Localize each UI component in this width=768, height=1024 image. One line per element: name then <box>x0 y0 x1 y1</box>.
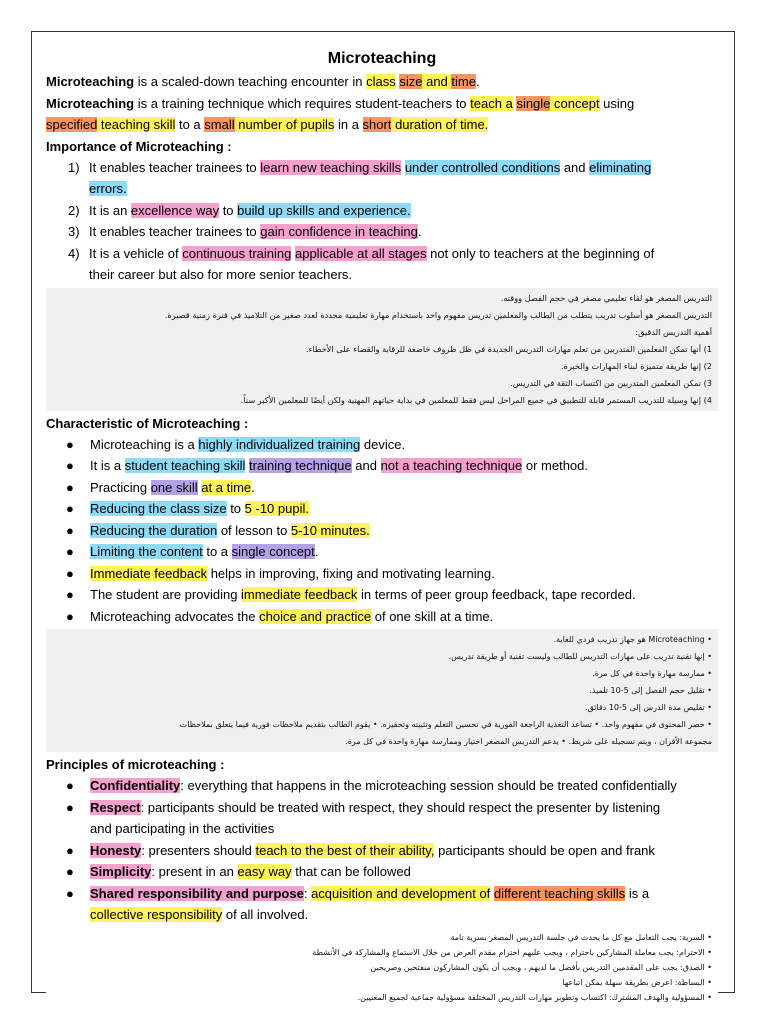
principles-heading: Principles of microteaching : <box>46 757 225 772</box>
text: in a <box>334 117 363 132</box>
highlight: specified <box>46 117 98 132</box>
highlight: errors. <box>89 181 127 196</box>
highlight: student teaching skill <box>124 458 246 473</box>
bullet-icon: ● <box>66 501 74 516</box>
text: . <box>475 74 480 89</box>
bullet-icon: ● <box>66 522 74 538</box>
text: Practicing <box>90 479 151 495</box>
list-item-continuation <box>46 178 718 200</box>
highlight: single concept <box>231 544 315 559</box>
item-number: 1) <box>68 159 80 175</box>
highlight: eliminating <box>589 159 652 175</box>
arabic-translation-3 <box>46 928 718 1007</box>
characteristic-list <box>46 434 718 628</box>
text: and <box>560 159 590 175</box>
highlight: acquisition and development of <box>311 885 491 901</box>
text: of lesson to <box>217 522 291 538</box>
bullet-icon: ● <box>66 458 74 473</box>
definition-2 <box>46 93 718 115</box>
definition-2-cont <box>46 114 718 136</box>
importance-list <box>46 157 718 286</box>
arabic-line: • السرية: يجب التعامل مع كل ما يحدث في جلسة التدريس المصغر بسرية تامة <box>450 932 712 942</box>
list-item <box>46 840 718 862</box>
page-title: Microteaching <box>327 50 437 67</box>
arabic-line: • المسؤولية والهدف المشترك: اكتساب وتطوير مهارات التدريس المختلفة مسؤولية جماعية لجميع المعنيين. <box>357 992 712 1002</box>
highlight: 5-10 minutes. <box>290 522 370 538</box>
highlight: Shared responsibility and purpose <box>90 885 304 901</box>
highlight: duration of time. <box>391 117 489 132</box>
arabic-line: • Microteaching هو جهاز تدريب فردي للغاية. <box>553 635 712 644</box>
list-item <box>46 434 718 456</box>
highlight: size <box>399 74 423 89</box>
highlight: concept <box>550 95 600 111</box>
arabic-line: 4) إنها وسيلة للتدريب المستمر قابلة للتطبيق في جميع المراحل ليس فقط للمعلمين في بداية حياتهم المهنية ولكن أيضًا للمعلمين الأكبر سناً. <box>240 394 712 405</box>
text: : present in an <box>151 864 238 879</box>
item-number: 3) <box>68 224 80 239</box>
highlight: at a time <box>201 479 252 495</box>
text: . <box>314 544 319 559</box>
text: not only to teachers at the beginning of <box>426 245 655 261</box>
text: . <box>251 479 255 495</box>
list-item <box>46 243 718 265</box>
highlight: choice and practice <box>259 608 372 624</box>
text: of one skill at a time. <box>371 608 494 624</box>
list-item <box>46 157 718 179</box>
highlight: gain confidence in teaching <box>260 224 418 239</box>
highlight: number of pupils <box>234 117 335 132</box>
text: is a scaled-down teaching encounter in <box>134 74 367 89</box>
highlight: immediate feedback <box>241 587 358 602</box>
definition-1 <box>46 71 718 93</box>
text: using <box>599 95 635 111</box>
list-item-continuation <box>46 904 718 926</box>
highlight: applicable at all stages <box>294 245 427 261</box>
arabic-line: 2) إنها طريقة متميزة لبناء المهارات والخبرة. <box>561 360 712 371</box>
text: : participants should be treated with respect, they should respect the presenter by listening <box>140 799 661 815</box>
bullet-icon: ● <box>66 799 74 815</box>
term-microteaching: Microteaching <box>46 95 135 111</box>
highlight: build up skills and experience. <box>237 202 411 218</box>
bullet-icon: ● <box>66 778 74 793</box>
highlight: collective responsibility <box>90 907 223 922</box>
list-item <box>46 883 718 905</box>
text: It is a vehicle of <box>89 245 183 261</box>
text: . <box>417 224 422 239</box>
list-item <box>46 455 718 477</box>
text: and <box>351 458 381 473</box>
highlight: Respect <box>90 799 141 815</box>
bullet-icon: ● <box>66 436 74 452</box>
text: : everything that happens in the microteaching session should be treated confidentially <box>180 778 677 793</box>
list-item <box>46 775 718 797</box>
highlight: Immediate feedback <box>90 565 208 581</box>
text: is a training technique which requires student-teachers to <box>134 95 471 111</box>
list-item-continuation <box>46 818 718 840</box>
highlight: short <box>362 117 392 132</box>
arabic-line: التدريس المصغر هو لقاء تعليمي مصغر في حجم الفصل ووقته. <box>500 292 712 303</box>
bullet-icon: ● <box>66 587 74 602</box>
text: of all involved. <box>222 907 309 922</box>
text: device. <box>360 436 406 452</box>
highlight: teach to the best of their ability, <box>255 842 435 858</box>
highlight: easy way <box>237 864 292 879</box>
list-item <box>46 200 718 222</box>
list-item <box>46 797 718 819</box>
bullet-icon: ● <box>66 885 74 901</box>
text: and participating in the activities <box>90 821 275 836</box>
text: to a <box>202 544 232 559</box>
arabic-translation-1 <box>46 288 718 411</box>
highlight: learn new teaching skills <box>260 159 402 175</box>
highlight: Confidentiality <box>90 778 181 793</box>
text: that can be followed <box>291 864 411 879</box>
list-item <box>46 606 718 628</box>
arabic-line: • إنها تقنية تدريب على مهارات التدريس للطالب وليست تقنية أو طريقة تدريس. <box>448 652 712 661</box>
highlight: and <box>422 74 452 89</box>
text: It is a <box>90 458 125 473</box>
highlight: teach a <box>470 95 513 111</box>
text: It enables teacher trainees to <box>89 159 261 175</box>
arabic-translation-2 <box>46 629 718 752</box>
list-item <box>46 861 718 883</box>
text: to a <box>175 117 205 132</box>
text: is a <box>625 885 650 901</box>
text: participants should be open and frank <box>434 842 655 858</box>
highlight: one skill <box>150 479 198 495</box>
bullet-icon: ● <box>66 864 74 879</box>
list-item <box>46 541 718 563</box>
text: their career but also for more senior teachers. <box>89 267 353 282</box>
text: The student are providing <box>90 587 242 602</box>
highlight: small <box>204 117 235 132</box>
highlight: training technique <box>249 458 352 473</box>
arabic-line: • ممارسة مهارة واحدة في كل مرة. <box>592 669 712 678</box>
list-item-continuation <box>46 264 718 286</box>
list-item <box>46 563 718 585</box>
highlight: 5 -10 pupil. <box>244 501 309 516</box>
bullet-icon: ● <box>66 544 74 559</box>
highlight: continuous training <box>182 245 292 261</box>
arabic-line: • حصر المحتوى في مفهوم واحد. • تساعد التغذية الراجعة الفورية في تحسين التعلم وتثبيته وتحفيزه. • يقوم الطالب بتقديم ملاحظات فورية فيما يتعلق بملاحظات <box>179 720 712 729</box>
text: : presenters should <box>141 842 256 858</box>
text: Microteaching is a <box>90 436 199 452</box>
arabic-line: 1) أنها تمكن المعلمين المتدربين من تعلم مهارات التدريس الجديدة في ظل ظروف خاضعة للرقابة والقضاء على الأخطاء. <box>305 343 712 354</box>
list-item <box>46 477 718 499</box>
text: or method. <box>522 458 588 473</box>
arabic-line: التدريس المصغر هو أسلوب تدريب يتطلب من الطالب والمعلمين تدريس مفهوم واحد باستخدام مهارة تعليمية محددة لعدد صغير من التلاميذ في فترة زمنية قصيرة. <box>164 309 712 320</box>
highlight: Simplicity <box>90 864 152 879</box>
highlight: single <box>516 95 551 111</box>
highlight: class <box>366 74 396 89</box>
arabic-line: • الاحترام: يجب معاملة المشاركين باحترام ، ويجب عليهم احترام مقدم العرض من خلال الاستماع والمشاركة في الأنشطة <box>312 947 712 957</box>
text: It is an <box>89 202 131 218</box>
importance-heading: Importance of Microteaching : <box>46 138 232 154</box>
bullet-icon: ● <box>66 842 74 858</box>
arabic-line: • الصدق: يجب على المقدمين التدريس بأفضل ما لديهم ، ويجب أن يكون المشاركون منفتحين وصريحين <box>370 962 712 972</box>
bullet-icon: ● <box>66 608 74 624</box>
characteristic-heading: Characteristic of Microteaching : <box>46 415 249 431</box>
text: helps in improving, fixing and motivating learning. <box>207 565 495 581</box>
text: to <box>219 202 238 218</box>
highlight: highly individualized training <box>198 436 361 452</box>
list-item <box>46 520 718 542</box>
bullet-icon: ● <box>66 479 74 495</box>
arabic-line: • تقليص مدة الدرس إلى 5-10 دقائق. <box>584 703 712 712</box>
term-microteaching: Microteaching <box>46 74 135 89</box>
principles-list <box>46 775 718 926</box>
highlight: Reducing the class size <box>90 501 227 516</box>
arabic-line: 3) تمكن المعلمين المتدربين من اكتساب الثقة في التدريس. <box>510 377 712 388</box>
list-item <box>46 498 718 520</box>
item-number: 2) <box>68 202 80 218</box>
document-body <box>46 48 718 1009</box>
list-item <box>46 584 718 606</box>
highlight: not a teaching technique <box>380 458 523 473</box>
arabic-line: • تقليل حجم الفصل إلى 5-10 تلميذ. <box>589 686 712 695</box>
highlight: Reducing the duration <box>90 522 218 538</box>
text: Microteaching advocates the <box>90 608 260 624</box>
highlight: Honesty <box>90 842 142 858</box>
highlight: different teaching skills <box>493 885 626 901</box>
arabic-line: مجموعة الأقران ، ويتم تسجيله على شريط. • يدعم التدريس المصغر اختيار وممارسة مهارة واحدة في كل مرة. <box>345 737 712 746</box>
item-number: 4) <box>68 245 80 261</box>
text: : <box>303 885 312 901</box>
arabic-line: • البساطة: اعرض بطريقة سهلة يمكن اتباعها <box>562 977 712 987</box>
bullet-icon: ● <box>66 565 74 581</box>
text: in terms of peer group feedback, tape recorded. <box>357 587 636 602</box>
text: to <box>226 501 245 516</box>
highlight: teaching skill <box>97 117 176 132</box>
list-item <box>46 221 718 243</box>
highlight: excellence way <box>130 202 220 218</box>
highlight: time <box>451 74 476 89</box>
text: It enables teacher trainees to <box>89 224 261 239</box>
highlight: Limiting the content <box>90 544 203 559</box>
highlight: under controlled conditions <box>404 159 561 175</box>
arabic-line: أهمية التدريس الدقيق: <box>635 326 712 337</box>
